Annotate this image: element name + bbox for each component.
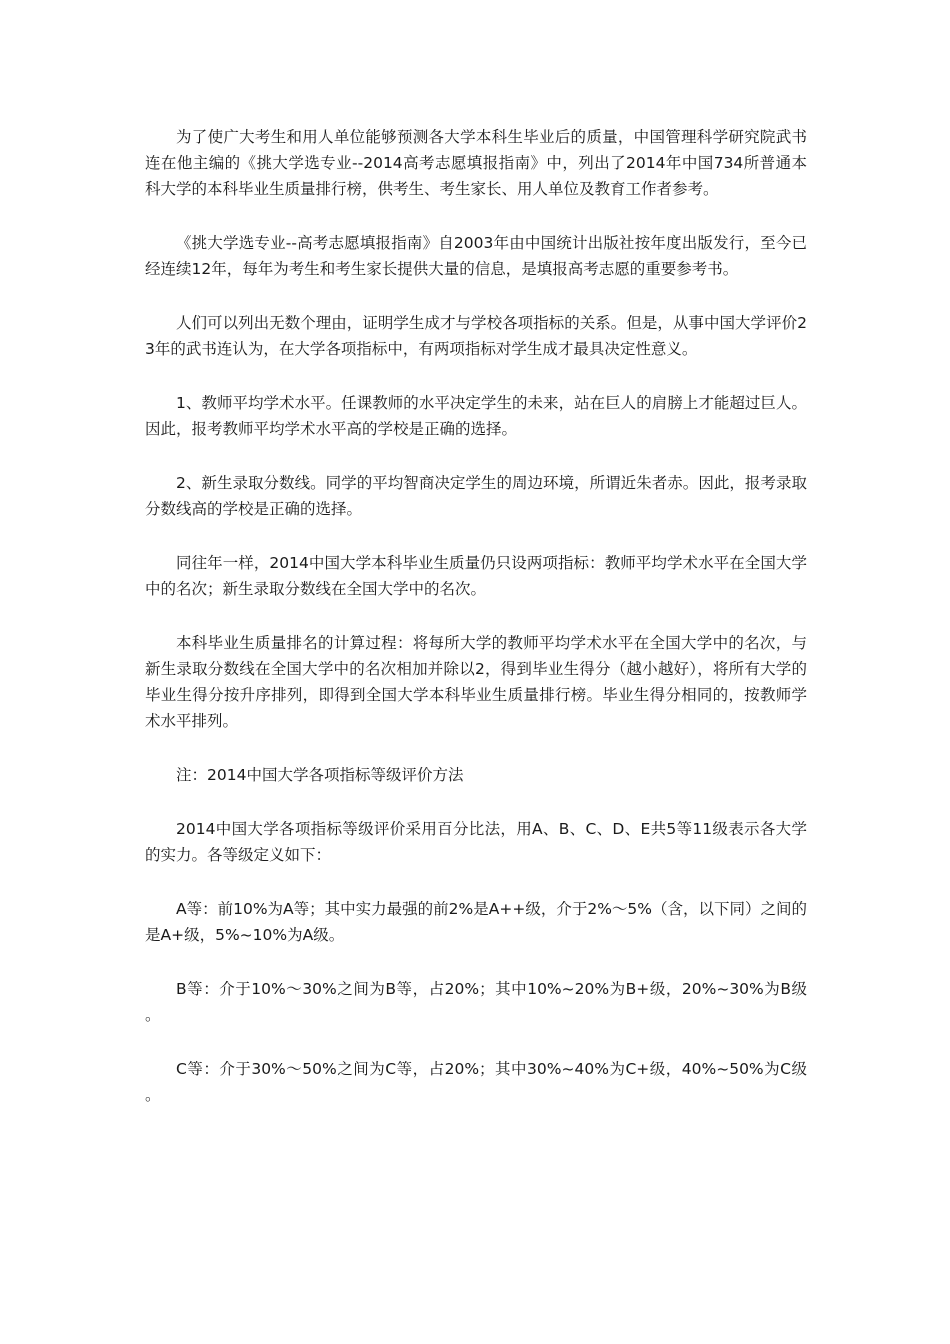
paragraph-grading-method: 2014中国大学各项指标等级评价采用百分比法，用A、B、C、D、E共5等11级表示各大学的实力。各等级定义如下： (145, 820, 807, 864)
paragraph-grade-c: C等：介于30%～50%之间为C等，占20%；其中30%~40%为C+级，40%~50%为C级。 (145, 1060, 807, 1104)
paragraph-intro: 为了使广大考生和用人单位能够预测各大学本科生毕业后的质量，中国管理科学研究院武书连在他主编的《挑大学选专业--2014高考志愿填报指南》中，列出了2014年中国734所普通本科大学的本科毕业生质量排行榜，供考生、考生家长、用人单位及教育工作者参考。 (145, 128, 807, 198)
paragraph-indicator-1: 1、教师平均学术水平。任课教师的水平决定学生的未来，站在巨人的肩膀上才能超过巨人。因此，报考教师平均学术水平高的学校是正确的选择。 (145, 394, 807, 438)
paragraph-reasons: 人们可以列出无数个理由，证明学生成才与学校各项指标的关系。但是，从事中国大学评价23年的武书连认为，在大学各项指标中，有两项指标对学生成才最具决定性意义。 (145, 314, 807, 358)
paragraph-indicator-2: 2、新生录取分数线。同学的平均智商决定学生的周边环境，所谓近朱者赤。因此，报考录取分数线高的学校是正确的选择。 (145, 474, 807, 518)
document-body (145, 124, 807, 1136)
paragraph-guide-history: 《挑大学选专业--高考志愿填报指南》自2003年由中国统计出版社按年度出版发行，至今已经连续12年，每年为考生和考生家长提供大量的信息，是填报高考志愿的重要参考书。 (145, 234, 807, 278)
paragraph-two-indicators: 同往年一样，2014中国大学本科毕业生质量仍只设两项指标：教师平均学术水平在全国大学中的名次；新生录取分数线在全国大学中的名次。 (145, 554, 807, 598)
paragraph-note: 注：2014中国大学各项指标等级评价方法 (176, 766, 464, 784)
paragraph-grade-b: B等：介于10%～30%之间为B等，占20%；其中10%~20%为B+级，20%~30%为B级。 (145, 980, 807, 1024)
paragraph-calculation: 本科毕业生质量排名的计算过程：将每所大学的教师平均学术水平在全国大学中的名次，与新生录取分数线在全国大学中的名次相加并除以2，得到毕业生得分（越小越好），将所有大学的毕业生得分按升序排列，即得到全国大学本科毕业生质量排行榜。毕业生得分相同的，按教师学术水平排列。 (145, 634, 807, 730)
paragraph-grade-a: A等：前10%为A等；其中实力最强的前2%是A++级，介于2%～5%（含，以下同）之间的是A+级，5%~10%为A级。 (145, 900, 808, 944)
